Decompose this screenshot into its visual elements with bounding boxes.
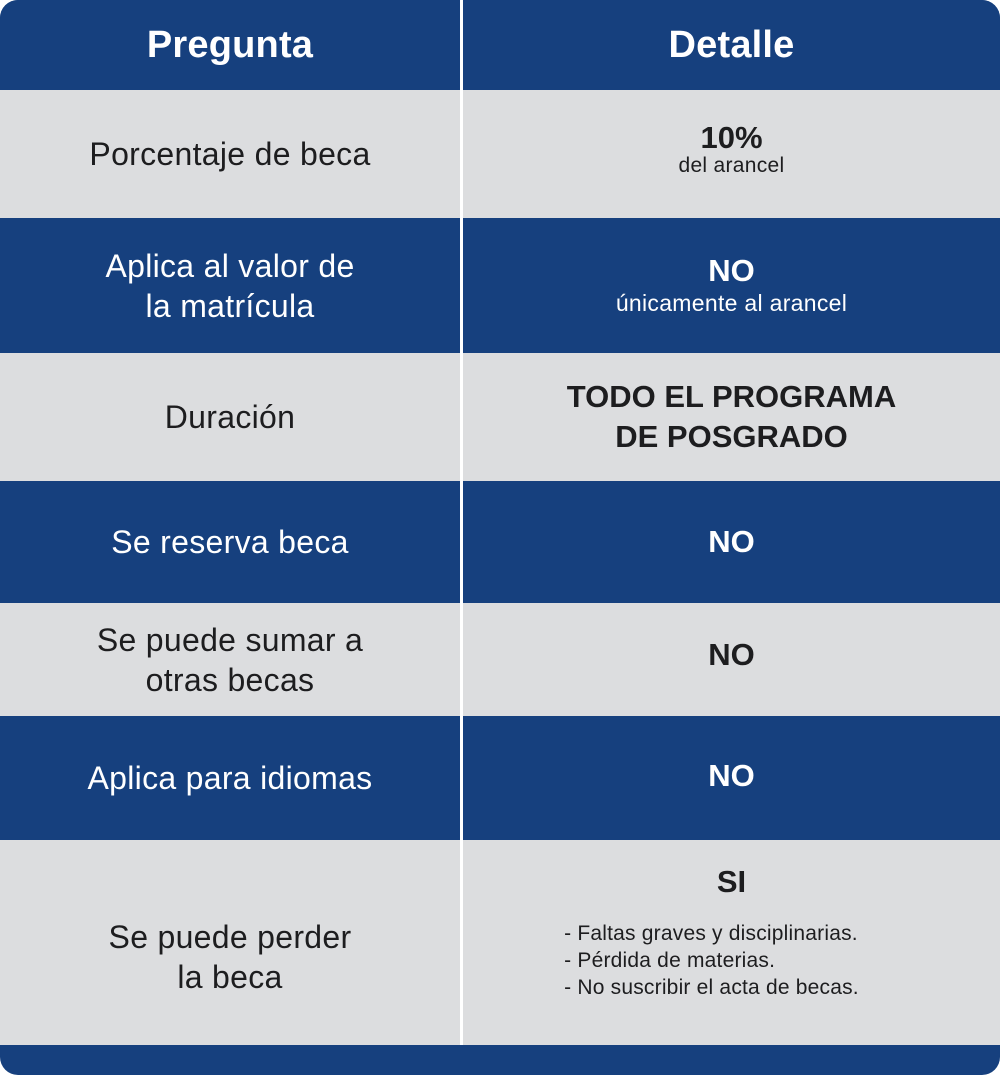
detail-sub: únicamente al arancel — [615, 289, 848, 316]
table-row — [0, 90, 1000, 218]
question-cell — [0, 90, 460, 218]
detail-main: NO — [708, 252, 755, 288]
detail-main: NO — [708, 524, 755, 559]
table-row — [0, 218, 1000, 353]
detail-sub: del arancel — [678, 154, 785, 177]
question-cell — [0, 218, 460, 353]
question-line-2: otras becas — [145, 661, 315, 698]
list-item: - Faltas graves y disciplinarias. — [564, 922, 858, 945]
detail-main: NO — [708, 758, 755, 793]
header-cell-detalle — [463, 0, 1000, 90]
detail-main: 10% — [700, 120, 763, 155]
detail-cell — [463, 716, 1000, 840]
detail-main: SI — [716, 864, 747, 899]
question-line-1: Aplica al valor de — [105, 247, 355, 284]
table-row — [0, 353, 1000, 481]
header-detalle: Detalle — [668, 23, 795, 66]
table-row — [0, 603, 1000, 716]
detail-cell — [463, 353, 1000, 481]
list-item: - No suscribir el acta de becas. — [564, 976, 859, 999]
loss-conditions-list — [564, 920, 859, 1001]
list-item: - Pérdida de materias. — [564, 949, 776, 972]
detail-cell — [463, 90, 1000, 218]
header-cell-pregunta — [0, 0, 460, 90]
question-text: Se reserva beca — [111, 524, 349, 560]
question-line-2: la matrícula — [145, 287, 315, 324]
question-cell — [0, 603, 460, 716]
question-text: Aplica para idiomas — [87, 760, 373, 796]
table-row — [0, 716, 1000, 840]
detail-main: NO — [708, 636, 755, 672]
question-line-1: Se puede sumar a — [96, 621, 364, 658]
question-cell — [0, 481, 460, 603]
question-line-1: Se puede perder — [108, 918, 352, 955]
question-text: Duración — [164, 399, 296, 435]
question-cell — [0, 840, 460, 1045]
detail-line-1: TODO EL PROGRAMA — [566, 379, 897, 414]
header-pregunta: Pregunta — [146, 23, 314, 66]
detail-cell — [463, 840, 1000, 1045]
question-text: Porcentaje de beca — [89, 136, 371, 172]
detail-cell — [463, 603, 1000, 716]
detail-line-2: DE POSGRADO — [615, 419, 848, 454]
question-cell — [0, 353, 460, 481]
detail-cell — [463, 218, 1000, 353]
table-row — [0, 481, 1000, 603]
detail-cell — [463, 481, 1000, 603]
table-header — [0, 0, 1000, 90]
table-row — [0, 840, 1000, 1045]
question-line-2: la beca — [177, 958, 283, 995]
question-cell — [0, 716, 460, 840]
